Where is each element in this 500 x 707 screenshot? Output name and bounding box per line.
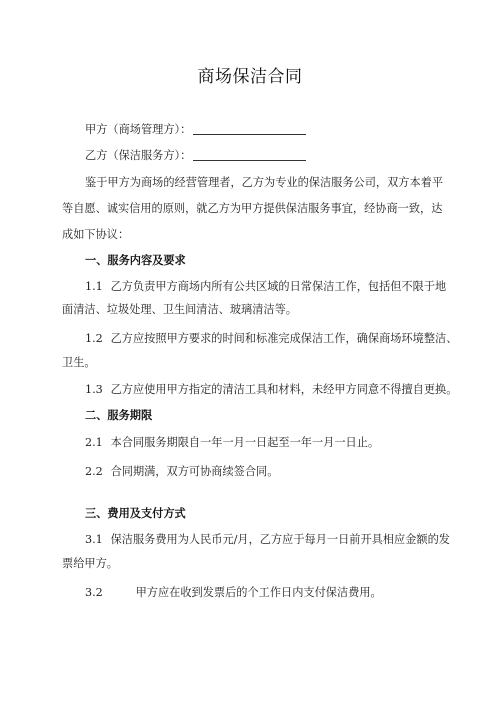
party-a-label: 甲方（商场管理方）：	[85, 123, 192, 136]
clause-text: 乙方应使用甲方指定的清洁工具和材料，未经甲方同意不得擅自更换。	[110, 383, 458, 396]
clause-number: 1.1	[85, 280, 103, 293]
intro-line-1: 鉴于甲方为商场的经营管理者，乙方为专业的保洁服务公司，双方本着平	[85, 176, 444, 189]
clause-2-2	[85, 459, 453, 485]
clause-1-3	[85, 377, 458, 403]
clause-number: 2.1	[85, 436, 103, 449]
clause-3-1	[85, 527, 453, 553]
clause-3-2	[85, 580, 453, 606]
section-3-heading: 三、费用及支付方式	[85, 506, 186, 520]
clause-number: 1.3	[85, 383, 103, 396]
clause-text: 合同期满，双方可协商续签合同。	[110, 465, 279, 478]
clause-number: 3.2	[85, 586, 103, 599]
party-b-blank[interactable]	[193, 148, 306, 161]
clause-number: 3.1	[85, 533, 103, 546]
clause-1-2	[85, 326, 458, 352]
clause-1-2-cont: 卫生。	[62, 356, 96, 369]
party-a-line	[85, 117, 453, 143]
clause-1-1-cont: 面清洁、垃圾处理、卫生间清洁、玻璃清洁等。	[62, 303, 297, 316]
intro-line-2: 等自愿、诚实信用的原则，就乙方为甲方提供保洁服务事宜，经协商一致，达	[62, 202, 443, 215]
party-b-label: 乙方（保洁服务方）：	[85, 149, 192, 162]
clause-text: 乙方应按照甲方要求的时间和标准完成保洁工作，确保商场环境整洁、	[110, 332, 458, 345]
clause-number: 1.2	[85, 332, 103, 345]
clause-text: 保洁服务费用为人民币元/月，乙方应于每月一日前开具相应金额的发	[110, 533, 450, 546]
clause-2-1	[85, 430, 453, 456]
clause-number: 2.2	[85, 465, 103, 478]
party-b-line	[85, 143, 453, 169]
intro-line-3: 成如下协议：	[62, 228, 130, 241]
clause-text: 本合同服务期限自一年一月一日起至一年一月一日止。	[110, 436, 380, 449]
clause-3-1-cont: 票给甲方。	[62, 557, 118, 570]
document-title: 商场保洁合同	[197, 67, 303, 87]
party-a-blank[interactable]	[193, 122, 306, 135]
clause-text: 乙方负责甲方商场内所有公共区域的日常保洁工作，包括但不限于地	[110, 280, 447, 293]
section-1-heading: 一、服务内容及要求	[85, 253, 186, 267]
clause-text: 甲方应在收到发票后的个工作日内支付保洁费用。	[135, 586, 382, 599]
section-2-heading: 二、服务期限	[85, 408, 153, 422]
